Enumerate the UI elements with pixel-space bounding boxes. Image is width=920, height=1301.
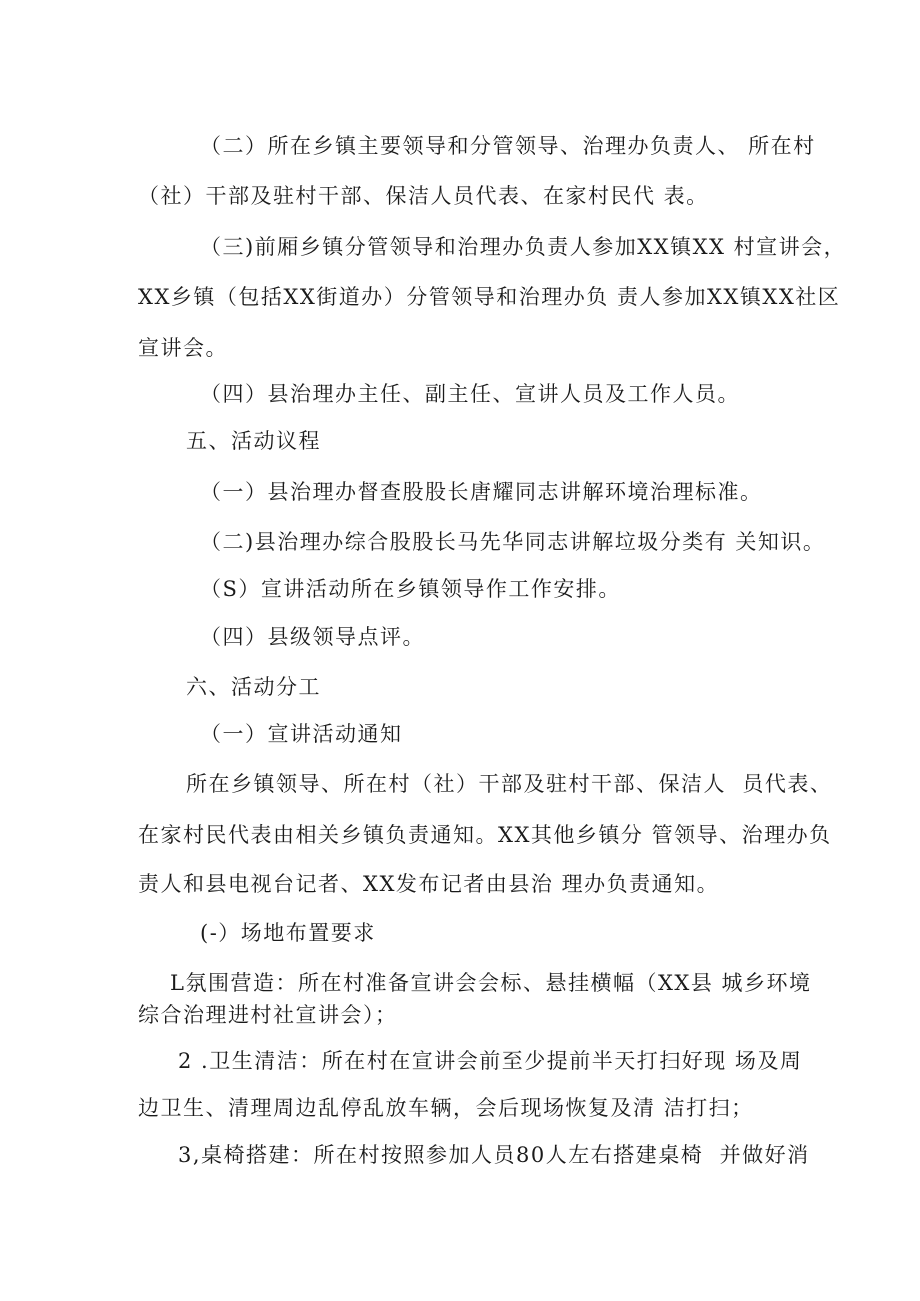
text-line-2: （社）干部及驻村干部、保洁人员代表、在家村民代 表。 [138,184,709,208]
text-line-3: （三)前厢乡镇分管领导和治理办负责人参加XX镇XX 村宣讲会， [200,235,847,259]
text-line-22: 3,桌椅搭建：所在村按照参加人员80人左右搭建桌椅 并做好消 [178,1143,810,1167]
text-line-13: （一）宣讲活动通知 [200,722,403,746]
text-line-19: 综合治理进村社宣讲会）； [138,1003,398,1027]
text-line-21: 边卫生、清理周边乱停乱放车辆，会后现场恢复及清 洁打扫； [138,1096,754,1120]
text-line-16: 责人和县电视台记者、XX发布记者由县治 理办负责通知。 [138,872,720,896]
text-line-11: （四）县级领导点评。 [200,625,425,649]
text-line-9: （二)县治理办综合股股长马先华同志讲解垃圾分类有 关知识。 [200,530,826,554]
text-line-20: 2 .卫生清洁：所在村在宣讲会前至少提前半天打扫好现 场及周 [178,1049,803,1073]
text-line-17: (-）场地布置要求 [200,921,376,945]
text-line-14: 所在乡镇领导、所在村（社）干部及驻村干部、保洁人 员代表、 [186,772,833,796]
text-line-10: （S）宣讲活动所在乡镇领导作工作安排。 [200,577,621,601]
section-heading-5: 五、活动议程 [186,429,321,453]
text-line-18: L氛围营造：所在村准备宣讲会会标、悬挂横幅（XX县 城乡环境 [170,971,812,995]
text-line-1: （二）所在乡镇主要领导和分管领导、治理办负责人、 所在村 [200,134,816,158]
text-line-6: （四）县治理办主任、副主任、宣讲人员及工作人员。 [200,382,740,406]
section-heading-6: 六、活动分工 [186,675,321,699]
text-line-8: （一）县治理办督查股股长唐耀同志讲解环境治理标准。 [200,480,763,504]
text-line-4: XX乡镇（包括XX街道办）分管领导和治理办负 责人参加XX镇XX社区 [138,285,841,309]
text-line-15: 在家村民代表由相关乡镇负责通知。XX其他乡镇分 管领导、治理办负 [138,823,832,847]
text-line-5: 宣讲会。 [138,336,228,360]
